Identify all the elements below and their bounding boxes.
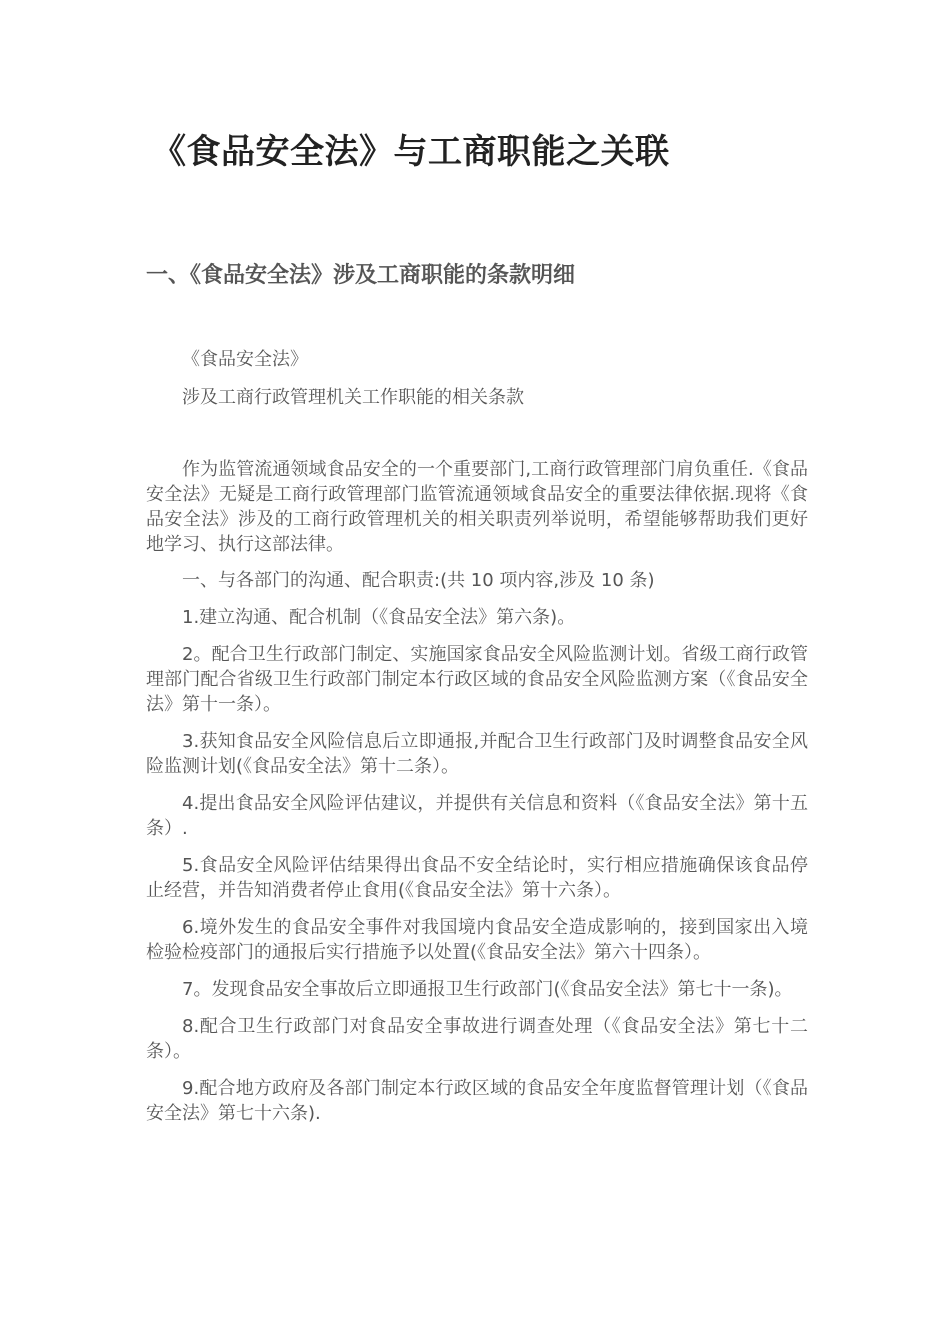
list-item: 1.建立沟通、配合机制（《食品安全法》第六条)。 [182, 607, 576, 628]
list-item: 7。发现食品安全事故后立即通报卫生行政部门(《食品安全法》第七十一条)。 [182, 979, 793, 1000]
list-item: 9.配合地方政府及各部门制定本行政区域的食品安全年度监督管理计划（《食品安全法》第七十六条). [146, 1078, 808, 1124]
list-item: 2。配合卫生行政部门制定、实施国家食品安全风险监测计划。省级工商行政管理部门配合省级卫生行政部门制定本行政区域的食品安全风险监测方案（《食品安全法》第十一条）。 [146, 644, 808, 715]
category-heading: 一、与各部门的沟通、配合职责:(共 10 项内容,涉及 10 条) [182, 570, 655, 591]
document-title: 《食品安全法》与工商职能之关联 [152, 132, 670, 172]
intro-paragraph: 作为监管流通领域食品安全的一个重要部门,工商行政管理部门肩负重任.《食品安全法》无疑是工商行政管理部门监管流通领域食品安全的重要法律依据.现将《食品安全法》涉及的工商行政管理机关的相关职责列举说明，希望能够帮助我们更好地学习、执行这部法律。 [146, 459, 808, 555]
subtitle-related-clauses: 涉及工商行政管理机关工作职能的相关条款 [182, 387, 524, 408]
list-item: 4.提出食品安全风险评估建议，并提供有关信息和资料（《食品安全法》第十五条）. [146, 793, 808, 839]
list-item: 5.食品安全风险评估结果得出食品不安全结论时，实行相应措施确保该食品停止经营，并告知消费者停止食用(《食品安全法》第十六条）。 [146, 855, 808, 901]
subtitle-law-name: 《食品安全法》 [182, 349, 308, 370]
list-item: 3.获知食品安全风险信息后立即通报,并配合卫生行政部门及时调整食品安全风险监测计划(《食品安全法》第十二条）。 [146, 731, 808, 777]
section-heading: 一、《食品安全法》涉及工商职能的条款明细 [146, 263, 576, 288]
document-body [146, 457, 808, 1138]
list-item: 8.配合卫生行政部门对食品安全事故进行调查处理（《食品安全法》第七十二条）。 [146, 1016, 808, 1062]
list-item: 6.境外发生的食品安全事件对我国境内食品安全造成影响的，接到国家出入境检验检疫部门的通报后实行措施予以处置(《食品安全法》第六十四条）。 [146, 917, 808, 963]
